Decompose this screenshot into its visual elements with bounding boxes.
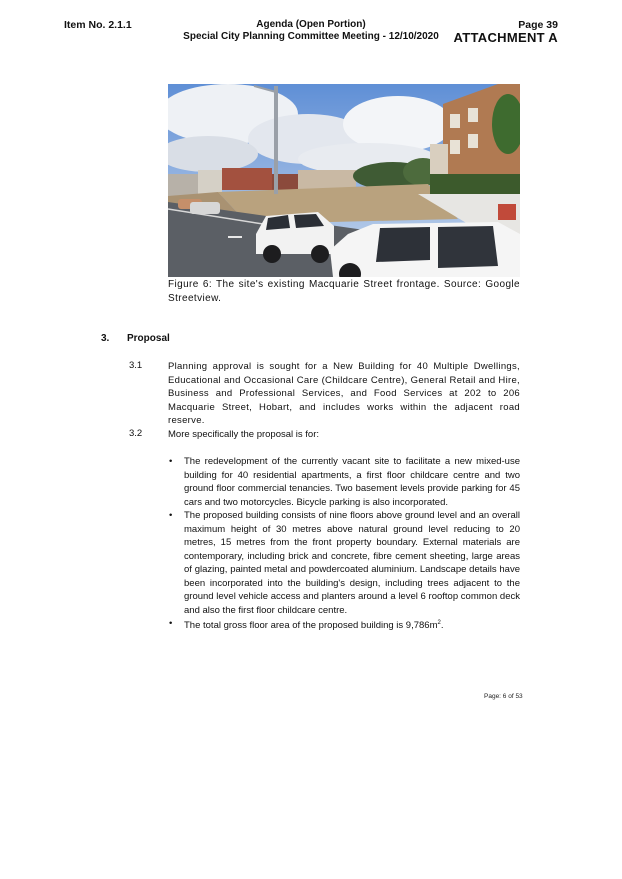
item-number: Item No. 2.1.1 bbox=[64, 19, 132, 31]
gfa-end: . bbox=[440, 620, 444, 632]
street-scene-image bbox=[168, 84, 520, 277]
meeting-title: Special City Planning Committee Meeting - 12/10/2020 bbox=[183, 31, 439, 42]
paragraph-number: 3.1 bbox=[129, 360, 143, 371]
paragraph-text: More specifically the proposal is for: bbox=[168, 429, 320, 440]
list-item-text: The proposed building consists of nine floors above ground level and an overall maximum height of 30 metres above natural ground level reducing to 20 metres, 15 metres from the front property boundary. External materials are contemporary, including brick and concrete, fibre cement sheeting, large areas of glazing, painted metal and powdercoated aluminium. Landscape details have been incorporated into the building's design, including trees adjacent to the ground level vehicle access and planters around a level 6 rooftop common deck and also the first floor childcare centre. bbox=[184, 510, 520, 616]
list-item bbox=[168, 617, 520, 633]
bullet-icon: • bbox=[169, 456, 173, 467]
page-number: Page 39 bbox=[518, 19, 558, 31]
paragraph-body: Planning approval is sought for a New Building for 40 Multiple Dwellings, Educational and Occasional Care (Childcare Centre), General Retail and Hire, Business and Professional Services, and Food Services at 202 to 206 Macquarie Street, Hobart, and includes works within the adjacent road reserve. bbox=[168, 361, 520, 426]
bullet-icon: • bbox=[169, 618, 173, 629]
gfa-text: The total gross floor area of the proposed building is 9,786m bbox=[184, 620, 438, 632]
streetview-photo bbox=[168, 84, 520, 277]
squared-superscript: 2 bbox=[437, 620, 441, 626]
section-title: Proposal bbox=[127, 333, 170, 344]
list-item bbox=[168, 509, 520, 617]
proposal-bullet-list bbox=[168, 455, 520, 633]
paragraph-text bbox=[168, 360, 520, 428]
list-item-text: The redevelopment of the currently vacant site to facilitate a new mixed-use building for 40 residential apartments, a first floor childcare centre and two ground floor commercial tenancies. Two basement levels provide parking for 45 cars and two motorcycles. Bicycle parking is also incorporated. bbox=[184, 456, 520, 508]
agenda-title: Agenda (Open Portion) bbox=[256, 19, 366, 30]
bullet-icon: • bbox=[169, 510, 173, 521]
section-number: 3. bbox=[101, 333, 110, 344]
list-item-text bbox=[184, 620, 443, 631]
figure-caption: Figure 6: The site's existing Macquarie Street frontage. Source: Google Streetview. bbox=[168, 279, 520, 304]
page-footer: Page: 6 of 53 bbox=[484, 693, 523, 700]
paragraph-number: 3.2 bbox=[129, 428, 143, 439]
page-header bbox=[454, 19, 558, 44]
list-item bbox=[168, 455, 520, 509]
attachment-label: ATTACHMENT A bbox=[453, 30, 558, 45]
